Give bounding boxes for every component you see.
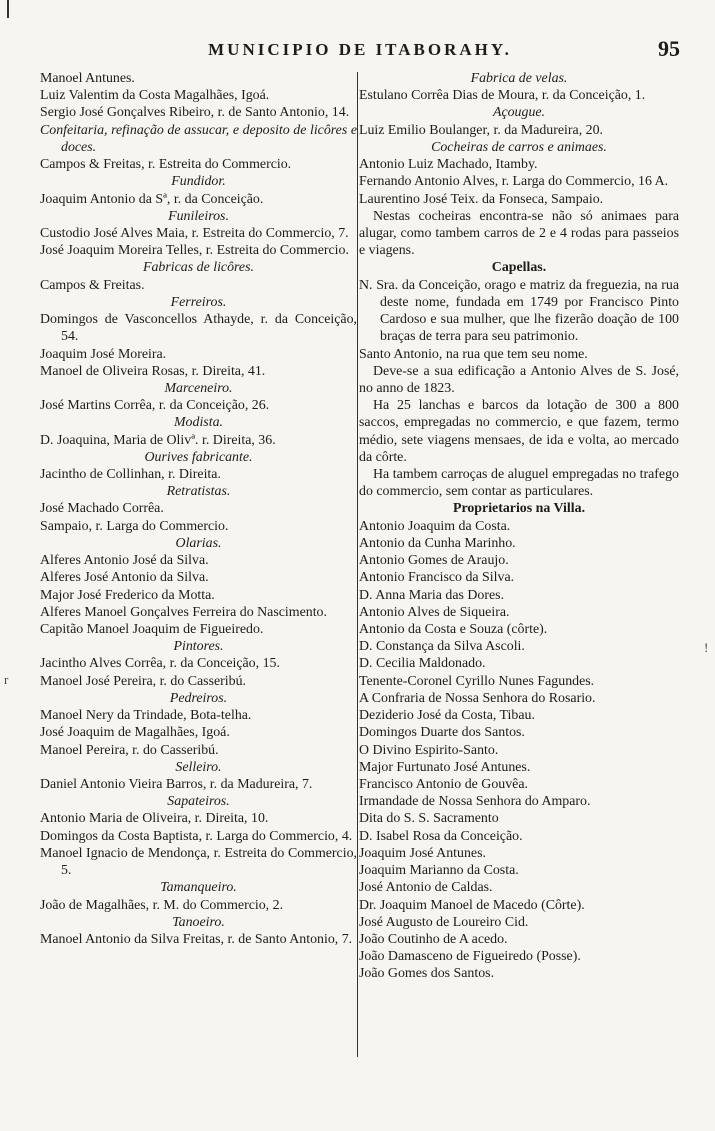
section-heading: Selleiro. xyxy=(175,759,222,775)
directory-entry: Tenente-Coronel Cyrillo Nunes Fagundes. xyxy=(359,673,595,689)
directory-entry: José Joaquim Moreira Telles, r. Estreita do Commercio. xyxy=(40,243,349,259)
section-heading: Marceneiro. xyxy=(164,380,233,396)
directory-entry: D. Isabel Rosa da Conceição. xyxy=(359,828,523,844)
directory-entry: Sergio José Gonçalves Ribeiro, r. de Santo Antonio, 14. xyxy=(40,105,350,121)
directory-entry: Joaquim Antonio da Sª, r. da Conceição. xyxy=(40,191,264,207)
directory-entry: Antonio Joaquim da Costa. xyxy=(359,518,511,534)
directory-entry: Campos & Freitas. xyxy=(40,277,145,293)
directory-entry: Manoel Nery da Trindade, Bota-telha. xyxy=(40,708,252,724)
directory-entry: Joaquim José Antunes. xyxy=(359,845,486,861)
directory-entry: Sampaio, r. Larga do Commercio. xyxy=(40,518,229,534)
directory-entry: Major Furtunato José Antunes. xyxy=(359,759,531,775)
directory-entry: D. Constança da Silva Ascoli. xyxy=(359,639,525,655)
directory-entry: Domingos Duarte dos Santos. xyxy=(359,725,525,741)
directory-entry: Dita do S. S. Sacramento xyxy=(359,811,499,827)
right-column xyxy=(359,70,679,983)
directory-entry: Manoel Ignacio de Mendonça, r. Estreita do Commercio, 5. xyxy=(40,845,357,879)
directory-entry: Alferes Manoel Gonçalves Ferreira do Nascimento. xyxy=(40,604,327,620)
directory-entry: Joaquim Marianno da Costa. xyxy=(359,863,519,879)
directory-entry: Major José Frederico da Motta. xyxy=(40,587,215,603)
page-title: MUNICIPIO DE ITABORAHY. xyxy=(208,40,512,59)
directory-entry: Manoel Antunes. xyxy=(40,71,135,86)
directory-entry: Antonio Francisco da Silva. xyxy=(359,570,515,586)
directory-entry: José Machado Corrêa. xyxy=(40,501,164,517)
page-edge-mark xyxy=(7,0,9,18)
section-heading: Tanoeiro. xyxy=(172,914,225,930)
section-heading: Tamanqueiro. xyxy=(160,880,237,896)
directory-entry: Antonio Luiz Machado, Itamby. xyxy=(359,157,538,173)
section-heading: Capellas. xyxy=(491,260,547,276)
directory-entry: Santo Antonio, na rua que tem seu nome. xyxy=(359,346,588,362)
directory-entry: Estulano Corrêa Dias de Moura, r. da Conceição, 1. xyxy=(359,88,646,104)
directory-entry: Laurentino José Teix. da Fonseca, Sampaio. xyxy=(359,191,604,207)
section-heading: Fundidor. xyxy=(171,174,226,190)
directory-entry: José Antonio de Caldas. xyxy=(359,880,493,896)
section-heading: Proprietarios na Villa. xyxy=(452,501,586,517)
directory-entry: N. Sra. da Conceição, orago e matriz da freguezia, na rua deste nome, fundada em 1749 por Francisco Pinto Cardoso e sua mulher, que lhe fizerão doação de 100 braças de terra para seu patrimonio. xyxy=(359,277,679,345)
directory-entry: João Gomes dos Santos. xyxy=(359,966,495,982)
directory-entry: João de Magalhães, r. M. do Commercio, 2. xyxy=(40,897,284,913)
section-heading: Ferreiros. xyxy=(170,294,227,310)
section-heading: Confeitaria, refinação de assucar, e deposito de licôres e doces. xyxy=(40,122,357,155)
column-divider xyxy=(357,72,358,1057)
directory-entry: Capitão Manoel Joaquim de Figueiredo. xyxy=(40,622,264,637)
directory-entry: Manoel Antonio da Silva Freitas, r. de Santo Antonio, 7. xyxy=(40,931,353,947)
directory-entry: Domingos da Costa Baptista, r. Larga do Commercio, 4. xyxy=(40,828,353,844)
directory-entry: Domingos de Vasconcellos Athayde, r. da Conceição, 54. xyxy=(40,312,357,345)
section-heading: Modista. xyxy=(173,415,223,431)
section-heading: Fabrica de velas. xyxy=(470,71,568,86)
directory-entry: A Confraria de Nossa Senhora do Rosario. xyxy=(359,690,596,706)
directory-entry: José Augusto de Loureiro Cid. xyxy=(359,914,529,930)
section-heading: Cocheiras de carros e animaes. xyxy=(431,139,607,155)
directory-entry: Joaquim José Moreira. xyxy=(40,346,167,362)
right-margin-mark: ! xyxy=(704,640,709,655)
directory-entry: Dr. Joaquim Manoel de Macedo (Côrte). xyxy=(359,897,585,913)
section-heading: Fabricas de licôres. xyxy=(143,260,254,276)
directory-entry: Antonio Alves de Siqueira. xyxy=(359,604,510,620)
paragraph: Ha tambem carroças de aluguel empregadas no trafego do commercio, sem contar as particulares. xyxy=(359,467,679,500)
directory-entry: Deziderio José da Costa, Tibau. xyxy=(359,708,535,724)
directory-entry: Manoel José Pereira, r. do Casseribú. xyxy=(40,673,246,689)
directory-entry: D. Joaquina, Maria de Olivª. r. Direita, 36. xyxy=(40,432,276,448)
directory-entry: Antonio da Cunha Marinho. xyxy=(359,535,516,551)
directory-entry: Campos & Freitas, r. Estreita do Commercio. xyxy=(40,157,292,173)
section-heading: Ourives fabricante. xyxy=(144,449,253,465)
directory-entry: Luiz Valentim da Costa Magalhães, Igoá. xyxy=(40,88,270,104)
directory-entry: Alferes José Antonio da Silva. xyxy=(40,570,209,586)
section-heading: Sapateiros. xyxy=(167,794,230,810)
directory-entry: Antonio Gomes de Araujo. xyxy=(359,553,509,569)
directory-entry: José Joaquim de Magalhães, Igoá. xyxy=(40,725,230,741)
directory-entry: Manoel Pereira, r. do Casseribú. xyxy=(40,742,219,758)
directory-entry: João Damasceno de Figueiredo (Posse). xyxy=(359,949,581,965)
directory-entry: D. Cecilia Maldonado. xyxy=(359,656,486,672)
directory-entry: Jacintho de Collinhan, r. Direita. xyxy=(40,467,221,483)
section-heading: Açougue. xyxy=(492,105,546,121)
directory-entry: O Divino Espirito-Santo. xyxy=(359,742,499,758)
directory-entry: José Martins Corrêa, r. da Conceição, 26. xyxy=(40,398,270,414)
directory-entry: D. Anna Maria das Dores. xyxy=(359,587,505,603)
section-heading: Pintores. xyxy=(173,639,224,655)
directory-entry: Irmandade de Nossa Senhora do Amparo. xyxy=(359,794,591,810)
page-number: 95 xyxy=(658,36,680,61)
section-heading: Funileiros. xyxy=(168,208,229,224)
paragraph: Nestas cocheiras encontra-se não só animaes para alugar, como tambem carros de 2 e 4 rodas para passeios e viagens. xyxy=(359,208,679,259)
paragraph: Ha 25 lanchas e barcos da lotação de 300 a 800 saccos, empregadas no commercio, e que fazem, termo médio, sete viagens mensaes, de ida e volta, ao mercado da côrte. xyxy=(359,398,679,465)
section-heading: Olarias. xyxy=(175,535,222,551)
section-heading: Retratistas. xyxy=(166,484,231,500)
directory-entry: Daniel Antonio Vieira Barros, r. da Madureira, 7. xyxy=(40,776,313,792)
directory-entry: João Coutinho de A acedo. xyxy=(359,931,508,947)
directory-entry: Francisco Antonio de Gouvêa. xyxy=(359,776,528,792)
directory-entry: Alferes Antonio José da Silva. xyxy=(40,553,209,569)
paragraph: Deve-se a sua edificação a Antonio Alves de S. José, no anno de 1823. xyxy=(359,363,679,396)
directory-entry: Luiz Emilio Boulanger, r. da Madureira, 20. xyxy=(359,122,604,138)
left-column xyxy=(40,70,357,948)
directory-entry: Antonio da Costa e Souza (côrte). xyxy=(359,622,548,637)
directory-entry: Fernando Antonio Alves, r. Larga do Commercio, 16 A. xyxy=(359,174,669,190)
directory-entry: Antonio Maria de Oliveira, r. Direita, 10. xyxy=(40,811,269,827)
directory-entry: Manoel de Oliveira Rosas, r. Direita, 41. xyxy=(40,363,266,379)
left-margin-mark: r xyxy=(4,672,9,687)
section-heading: Pedreiros. xyxy=(169,690,228,706)
directory-entry: Custodio José Alves Maia, r. Estreita do Commercio, 7. xyxy=(40,225,349,241)
page-header xyxy=(40,36,680,68)
directory-entry: Jacintho Alves Corrêa, r. da Conceição, 15. xyxy=(40,656,280,672)
